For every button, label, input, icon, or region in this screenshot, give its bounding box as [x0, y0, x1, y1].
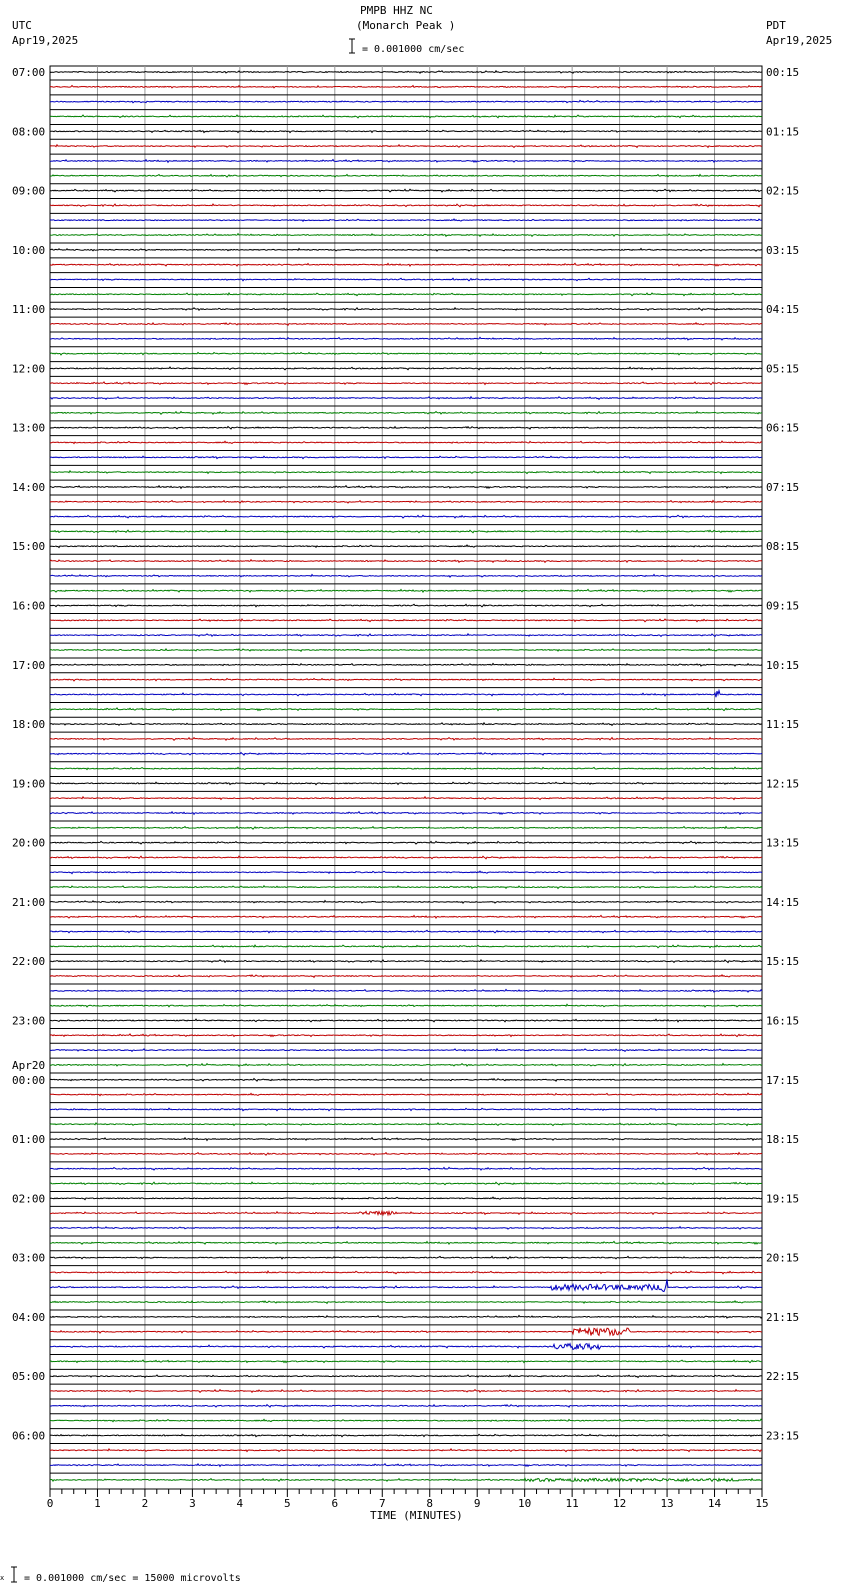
trace-row — [50, 337, 762, 340]
trace-row — [50, 1108, 762, 1110]
station-location: (Monarch Peak ) — [356, 19, 456, 32]
trace-row — [50, 782, 762, 784]
utc-zone-label: UTC — [12, 19, 32, 32]
station-title: PMPB HHZ NC — [360, 4, 433, 17]
utc-hour-label: 09:00 — [12, 184, 46, 198]
trace-row — [50, 441, 762, 443]
pdt-hour-label: 18:15 — [766, 1133, 800, 1147]
trace-row — [50, 100, 762, 102]
pdt-hour-label: 19:15 — [766, 1192, 800, 1206]
trace-row — [50, 1123, 762, 1126]
utc-hour-label: 06:00 — [12, 1429, 46, 1443]
trace-row — [50, 323, 762, 326]
trace-row — [50, 412, 762, 415]
trace-row — [50, 560, 762, 563]
utc-hour-label: 00:00 — [12, 1073, 46, 1087]
trace-row — [50, 1019, 762, 1022]
trace-row — [50, 1049, 762, 1052]
trace-row — [50, 619, 762, 622]
trace-row — [50, 767, 762, 769]
trace-row — [50, 1034, 762, 1037]
trace-row — [50, 1464, 762, 1467]
trace-row — [50, 1434, 762, 1436]
utc-hour-label: 22:00 — [12, 955, 46, 969]
trace-row — [50, 1079, 762, 1082]
utc-hour-label: 19:00 — [12, 777, 46, 791]
trace-row — [50, 1241, 762, 1244]
trace-row — [50, 1328, 762, 1336]
trace-row — [50, 1093, 762, 1095]
trace-row — [50, 174, 762, 177]
x-tick-label: 12 — [612, 1497, 627, 1510]
trace-row — [50, 367, 762, 370]
trace-row — [50, 397, 762, 400]
trace-row — [50, 85, 762, 87]
x-tick-label: 10 — [518, 1497, 532, 1510]
trace-row — [50, 248, 762, 251]
trace-row — [50, 1064, 762, 1067]
trace-row — [50, 945, 762, 948]
pdt-hour-label: 14:15 — [766, 895, 800, 909]
trace-row — [50, 575, 762, 578]
x-tick-label: 11 — [565, 1497, 579, 1510]
pdt-hour-label: 01:15 — [766, 125, 800, 139]
trace-row — [50, 663, 762, 666]
pdt-zone-label: PDT — [766, 19, 786, 32]
pdt-hour-label: 06:15 — [766, 421, 800, 435]
trace-row — [50, 989, 762, 992]
trace-row — [50, 708, 762, 711]
footer-scale-note: = 0.001000 cm/sec = 15000 microvolts — [24, 1573, 241, 1584]
trace-row — [50, 71, 762, 73]
trace-row — [50, 219, 762, 221]
trace-row — [50, 1344, 762, 1350]
utc-hour-label: 08:00 — [12, 125, 46, 139]
x-tick-label: 14 — [707, 1497, 722, 1510]
trace-row — [50, 812, 762, 815]
trace-row — [50, 263, 762, 266]
trace-row — [50, 1390, 762, 1393]
trace-row — [50, 589, 762, 592]
date-change-label: Apr20 — [12, 1058, 46, 1072]
pdt-hour-label: 08:15 — [766, 540, 800, 554]
x-tick-label: 3 — [189, 1497, 196, 1510]
pdt-hour-label: 15:15 — [766, 955, 800, 969]
trace-row — [50, 1301, 762, 1304]
utc-hour-label: 14:00 — [12, 480, 46, 494]
pdt-hour-label: 17:15 — [766, 1073, 800, 1087]
x-tick-label: 1 — [94, 1497, 101, 1510]
trace-row — [50, 1182, 762, 1185]
trace-row — [50, 797, 762, 800]
pdt-hour-label: 22:15 — [766, 1370, 800, 1384]
utc-hour-label: 13:00 — [12, 421, 46, 435]
x-tick-label: 9 — [473, 1497, 481, 1510]
pdt-hour-label: 05:15 — [766, 362, 800, 376]
time-axis — [47, 1489, 769, 1510]
trace-row — [50, 1419, 762, 1421]
pdt-hour-label: 09:15 — [766, 599, 800, 613]
trace-row — [50, 901, 762, 904]
pdt-hour-label: 11:15 — [766, 718, 800, 732]
trace-row — [50, 886, 762, 889]
x-tick-label: 6 — [331, 1497, 339, 1510]
trace-row — [50, 738, 762, 741]
trace-row — [50, 1211, 762, 1215]
trace-row — [50, 604, 762, 607]
trace-row — [50, 827, 762, 830]
trace-row — [50, 501, 762, 504]
trace-row — [50, 204, 762, 207]
pdt-hour-label: 10:15 — [766, 658, 800, 672]
trace-row — [50, 1271, 762, 1274]
trace-row — [50, 1197, 762, 1200]
pdt-hour-label: 04:15 — [766, 303, 800, 317]
utc-hour-label: 18:00 — [12, 718, 46, 732]
trace-row — [50, 382, 762, 385]
trace-row — [50, 1449, 762, 1452]
trace-row — [50, 308, 762, 311]
utc-hour-label: 12:00 — [12, 362, 46, 376]
trace-row — [50, 1153, 762, 1156]
utc-hour-label: 05:00 — [12, 1370, 46, 1384]
trace-row — [50, 1405, 762, 1408]
x-tick-label: 13 — [660, 1497, 674, 1510]
trace-row — [50, 456, 762, 458]
trace-row — [50, 471, 762, 474]
trace-row — [50, 234, 762, 237]
utc-hour-label: 11:00 — [12, 303, 46, 317]
x-tick-label: 7 — [378, 1497, 386, 1510]
trace-row — [50, 352, 762, 355]
trace-row — [50, 856, 762, 859]
trace-row — [50, 115, 762, 118]
trace-row — [50, 1227, 762, 1230]
trace-row — [50, 1004, 762, 1007]
trace-row — [50, 1360, 762, 1363]
trace-row — [50, 841, 762, 844]
trace-row — [50, 1478, 762, 1481]
trace-row — [50, 1316, 762, 1319]
utc-hour-label: 04:00 — [12, 1310, 46, 1324]
x-tick-label: 8 — [426, 1497, 434, 1510]
utc-hour-label: 21:00 — [12, 895, 46, 909]
footer-scale-icon — [9, 1566, 19, 1583]
trace-row — [50, 649, 762, 652]
trace-row — [50, 545, 762, 548]
trace-row — [50, 915, 762, 918]
x-tick-label: 4 — [236, 1497, 244, 1510]
trace-row — [50, 1279, 762, 1291]
trace-row — [50, 975, 762, 978]
pdt-hour-label: 21:15 — [766, 1310, 800, 1324]
utc-hour-label: 16:00 — [12, 599, 46, 613]
trace-row — [50, 426, 762, 429]
trace-row — [50, 634, 762, 637]
pdt-hour-label: 13:15 — [766, 836, 800, 850]
trace-row — [50, 1375, 762, 1378]
trace-row — [50, 871, 762, 874]
trace-row — [50, 278, 762, 281]
pdt-hour-label: 12:15 — [766, 777, 800, 791]
pdt-date-label: Apr19,2025 — [766, 34, 833, 47]
utc-hour-label: 07:00 — [12, 66, 46, 79]
pdt-hour-label: 16:15 — [766, 1014, 800, 1028]
utc-hour-label: 23:00 — [12, 1014, 46, 1028]
utc-hour-label: 15:00 — [12, 540, 46, 554]
x-tick-label: 2 — [141, 1497, 149, 1510]
trace-row — [50, 723, 762, 726]
trace-row — [50, 930, 762, 933]
footer-mark: x — [0, 1574, 5, 1582]
trace-row — [50, 293, 762, 296]
trace-row — [50, 145, 762, 148]
x-tick-label: 0 — [46, 1497, 54, 1510]
trace-row — [50, 678, 762, 681]
trace-row — [50, 1256, 762, 1259]
x-tick-label: 15 — [755, 1497, 769, 1510]
trace-row — [50, 753, 762, 756]
pdt-hour-label: 20:15 — [766, 1251, 800, 1265]
trace-row — [50, 486, 762, 489]
x-axis-label: TIME (MINUTES) — [370, 1509, 463, 1522]
utc-hour-label: 17:00 — [12, 658, 46, 672]
utc-hour-label: 01:00 — [12, 1133, 46, 1147]
scale-text: = 0.001000 cm/sec — [362, 44, 465, 55]
trace-row — [50, 1138, 762, 1141]
utc-hour-label: 20:00 — [12, 836, 46, 850]
trace-row — [50, 530, 762, 533]
utc-hour-label: 02:00 — [12, 1192, 46, 1206]
pdt-hour-label: 07:15 — [766, 480, 800, 494]
pdt-hour-label: 03:15 — [766, 243, 800, 257]
trace-row — [50, 130, 762, 132]
trace-row — [50, 1167, 762, 1170]
pdt-hour-label: 23:15 — [766, 1429, 800, 1443]
utc-date-label: Apr19,2025 — [12, 34, 79, 47]
trace-row — [50, 515, 762, 518]
pdt-hour-label: 00:15 — [766, 66, 800, 79]
pdt-hour-label: 02:15 — [766, 184, 800, 198]
trace-row — [50, 189, 762, 192]
trace-row — [50, 160, 762, 163]
utc-hour-label: 03:00 — [12, 1251, 46, 1265]
trace-row — [50, 960, 762, 963]
x-tick-label: 5 — [284, 1497, 291, 1510]
trace-row — [50, 691, 762, 698]
utc-hour-label: 10:00 — [12, 243, 46, 257]
